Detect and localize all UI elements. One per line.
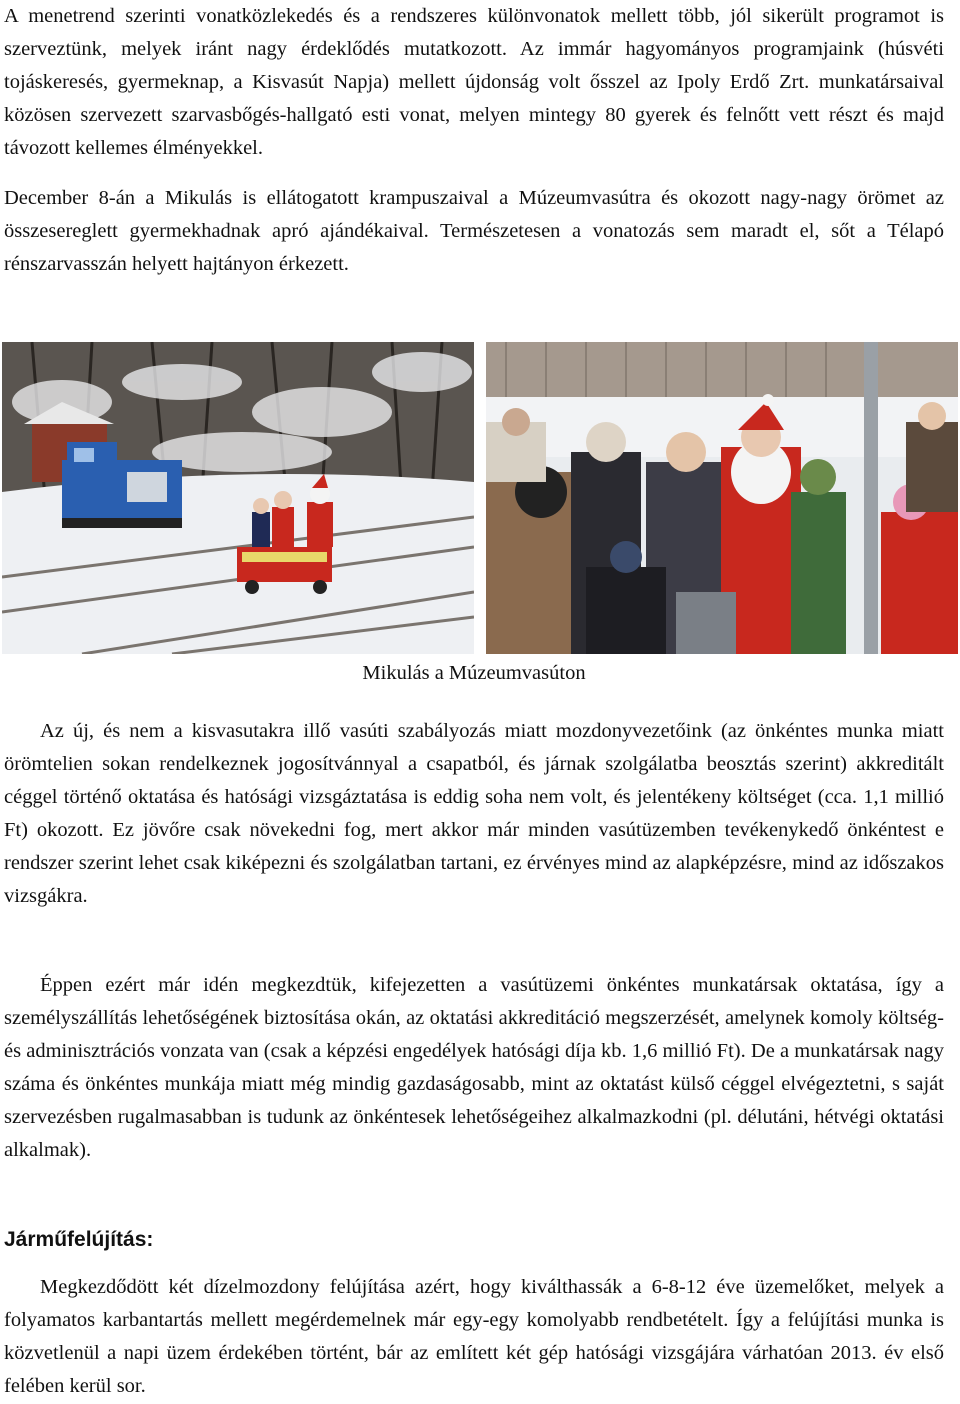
paragraph-training: Éppen ezért már idén megkezdtük, kifejezetten a vasútüzemi önkéntes munkatársak oktatása, így a személyszállítás lehetőségének biztosítása okán, az oktatási akkreditáció megszerzését, amelynek komoly költség- és adminisztrációs vonzata van (csak a képzési engedélyek hatósági díja kb. 1,6 millió Ft). De a munkatársak nagy száma és önkéntes munkája miatt még mindig gazdaságosabb, mint az oktatást külső céggel elvégeztetni, s saját szervezésben rugalmasabban is tudunk az önkéntesek lehetőségeihez alkalmazkodni (pl. délutáni, hétvégi oktatási alkalmak). xyxy=(4,974,944,1161)
section-heading-vehicle-renovation: Járműfelújítás: xyxy=(4,1228,154,1251)
paragraph-regulation: Az új, és nem a kisvasutakra illő vasúti szabályozás miatt mozdonyvezetőink (az önkéntes munka miatt örömtelien sokan rendelkeznek jogosítvánnyal a csapatból, és járnak szolgálatba beosztás szerint) akkreditált céggel történő oktatása és hatósági vizsgáztatása is eddig soha nem volt, és jelentékeny költséget (cca. 1,1 millió Ft) okozott. Ez jövőre csak növekedni fog, mert akkor már minden vasútüzemben tevékenykedő önkéntest e rendszer szerint lehet csak kiképezni és szolgálatban tartani, ez érvényes mind az alapképzésre, mind az időszakos vizsgákra. xyxy=(4,720,944,907)
photo-row xyxy=(4,342,956,654)
paragraph-vehicles: Megkezdődött két dízelmozdony felújítása azért, hogy kiválthassák a 6-8-12 éve üzemelőket, melyek a folyamatos karbantartás mellett megérdemelnek már egy-egy komolyabb rendbetételt. Így a felújítási munka is közvetlenül a napi üzem érdekében történt, bár az említett két gép hatósági vizsgájára várhatóan 2013. év első felében kerül sor. xyxy=(4,1276,944,1397)
paragraph-mikulas: December 8-án a Mikulás is ellátogatott krampuszaival a Múzeumvasútra és okozott nagy-nagy örömet az összesereglett gyermekhadnak apró ajándékaival. Természetesen a vonatozás sem maradt el, sőt a Télapó rénszarvasszán helyett hajtányon érkezett. xyxy=(4,187,944,275)
photo-santa-with-children xyxy=(486,342,958,654)
photo-caption: Mikulás a Múzeumvasúton xyxy=(362,662,586,684)
photo-santa-on-handcar xyxy=(2,342,474,654)
paragraph-events: A menetrend szerinti vonatközlekedés és a rendszeres különvonatok mellett több, jól sikerült programot is szerveztünk, melyek iránt nagy érdeklődés mutatkozott. Az immár hagyományos programjaink (húsvéti tojáskeresés, gyermeknap, a Kisvasút Napja) mellett újdonság volt ősszel az Ipoly Erdő Zrt. munkatársaival közösen szervezett szarvasbőgés-hallgató esti vonat, melyen mintegy 80 gyerek és felnőtt vett részt és majd távozott kellemes élményekkel. xyxy=(4,5,944,159)
